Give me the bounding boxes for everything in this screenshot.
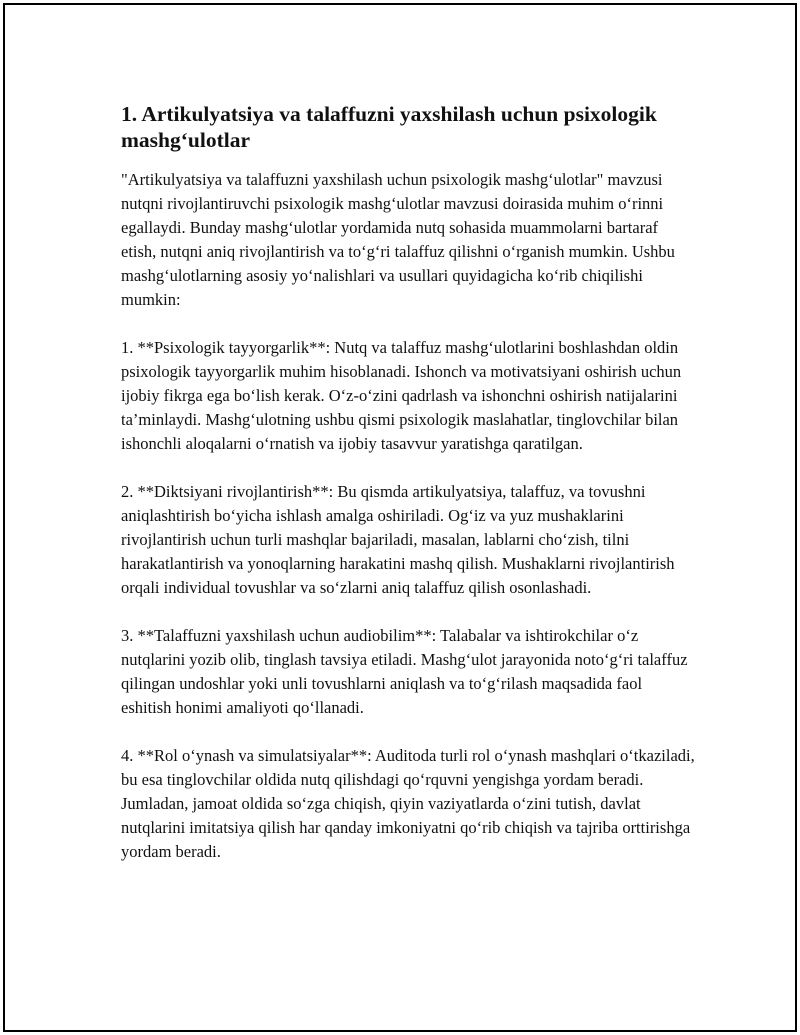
intro-paragraph: "Artikulyatsiya va talaffuzni yaxshilash uchun psixologik mashg‘ulotlar" mavzusi nutqni rivojlantiruvchi psixologik mashg‘ulotlar mavzusi doirasida muhim o‘rinni egallaydi. Bunday mashg‘ulotlar yordamida nutq sohasida muammolarni bartaraf etish, nutqni aniq rivojlantirish va to‘g‘ri talaffuz qilishni o‘rganish mumkin. Ushbu mashg‘ulotlarning asosiy yo‘nalishlari va usullari quyidagicha ko‘rib chiqilishi mumkin: <box>121 170 675 309</box>
paragraph-role-play: 4. **Rol o‘ynash va simulatsiyalar**: Auditoda turli rol o‘ynash mashqlari o‘tkaziladi, bu esa tinglovchilar oldida nutq qilishdagi qo‘rquvni yengishga yordam beradi. Jumladan, jamoat oldida so‘zga chiqish, qiyin vaziyatlarda o‘zini tutish, davlat nutqlarini imitatsiya qilish har qanday imkoniyatni qo‘rib chiqish va tajriba orttirishga yordam beradi. <box>121 746 695 861</box>
paragraph-diction-development: 2. **Diktsiyani rivojlantirish**: Bu qismda artikulyatsiya, talaffuz, va tovushni aniqlashtirish bo‘yicha ishlash amalga oshiriladi. Og‘iz va yuz mushaklarini rivojlantirish uchun turli mashqlar bajariladi, masalan, lablarni cho‘zish, tilni harakatlantirish va yonoqlarning harakatini mashq qilish. Mushaklarni rivojlantirish orqali individual tovushlar va so‘zlarni aniq talaffuz qilish osonlashadi. <box>121 482 675 597</box>
page-frame <box>3 3 797 1032</box>
paragraph-psychological-preparation: 1. **Psixologik tayyorgarlik**: Nutq va talaffuz mashg‘ulotlarini boshlashdan oldin psixologik tayyorgarlik muhim hisoblanadi. Ishonch va motivatsiyani oshirish uchun ijobiy fikrga ega bo‘lish kerak. O‘z-o‘zini qadrlash va ishonchni oshirish natijalarini ta’minlaydi. Mashg‘ulotning ushbu qismi psixologik maslahatlar, tinglovchilar bilan ishonchli aloqalarni o‘rnatish va ijobiy tasavvur yaratishga qaratilgan. <box>121 338 682 453</box>
document-body <box>121 101 695 888</box>
paragraph-audio-knowledge: 3. **Talaffuzni yaxshilash uchun audiobilim**: Talabalar va ishtirokchilar o‘z nutqlarini yozib olib, tinglash tavsiya etiladi. Mashg‘ulot jarayonida noto‘g‘ri talaffuz qilingan undoshlar yoki unli tovushlarni aniqlash va to‘g‘rilash maqsadida faol eshitish honimi amaliyoti qo‘llanadi. <box>121 626 688 717</box>
document-title: 1. Artikulyatsiya va talaffuzni yaxshilash uchun psixologik mashg‘ulotlar <box>121 102 657 152</box>
